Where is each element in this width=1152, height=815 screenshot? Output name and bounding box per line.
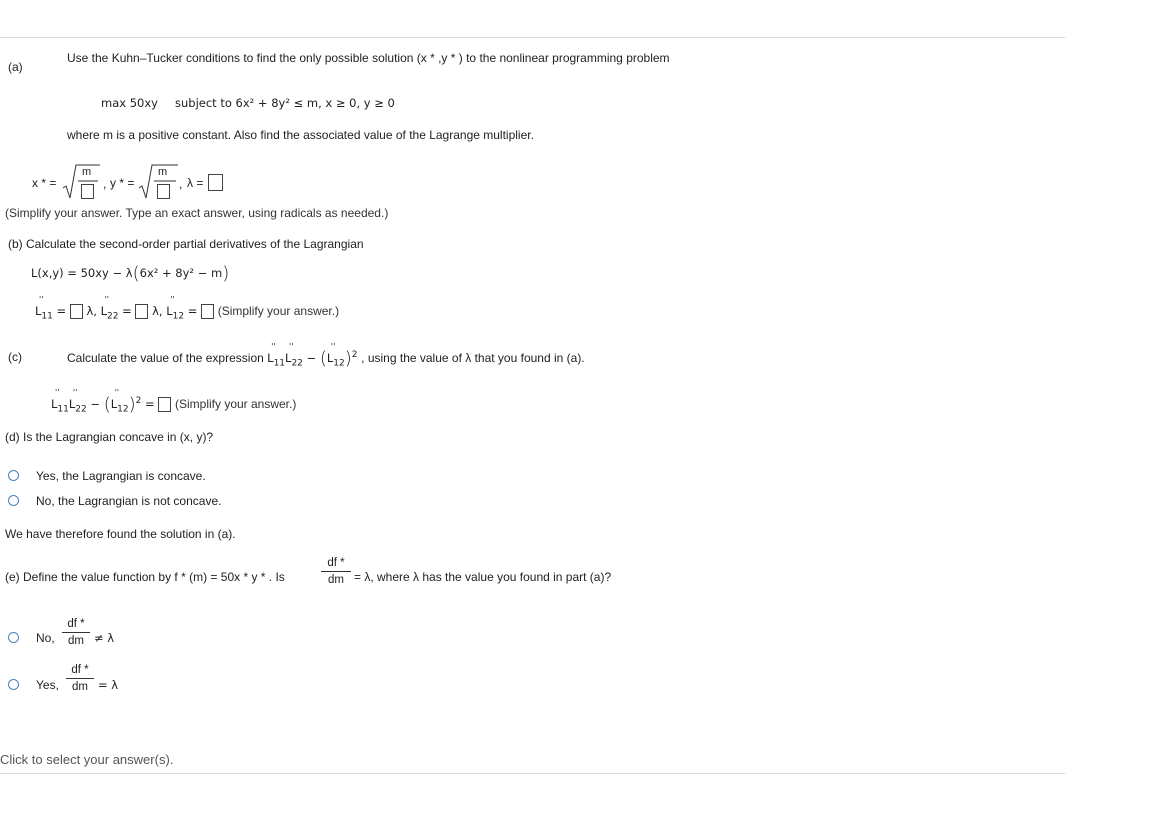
part-c-answer-row: '' $L_{11}''$ $L_{22}$ − ('' $L_{12})^2$ = (Simplify your answer.): [51, 394, 296, 415]
bottom-divider: [0, 773, 1065, 774]
x-denominator-input[interactable]: [81, 184, 94, 199]
l11-symbol: '' $L_{11}$: [35, 304, 53, 318]
x-star-label: x * =: [32, 176, 57, 190]
part-c-question: Calculate the value of the expression '' $L_{11}''$ $L_{22}$ − ('' $L_{12})^2$ , using the value of λ that you found in (a).: [67, 348, 585, 369]
lagrangian-formula: L(x,y) = 50xy − λ(6x² + 8y² − m): [31, 263, 230, 284]
option-e-yes-fraction: $\frac{df *}{dm}$: [66, 664, 94, 693]
part-a-intro: Use the Kuhn–Tucker conditions to find the only possible solution (x * ,y * ) to the nonlinear programming problem: [67, 51, 670, 65]
footer-instruction: Click to select your answer(s).: [0, 752, 174, 767]
l22-input[interactable]: [135, 304, 148, 319]
radio-e-yes[interactable]: [8, 679, 19, 690]
l12-symbol: '' $L_{12}$: [166, 304, 184, 318]
second-derivatives-row: '' $L_{11} = \lambda$, '' $L_{22} = \lambda$, '' $L_{12}$ = (Simplify your answer.): [35, 304, 339, 319]
option-e-yes-relation: = λ: [98, 678, 119, 692]
part-d-question: (d) Is the Lagrangian concave in (x, y)?: [5, 430, 214, 444]
expression-input[interactable]: [158, 397, 171, 412]
l12-input[interactable]: [201, 304, 214, 319]
conclusion-text: We have therefore found the solution in (a).: [5, 527, 236, 541]
option-e-no-label[interactable]: No,: [36, 631, 55, 645]
x-sep: ,: [103, 177, 107, 191]
l22-symbol: '' $L_{22}$: [101, 304, 119, 318]
y-denominator-input[interactable]: [157, 184, 170, 199]
l11-input[interactable]: [70, 304, 83, 319]
option-e-yes-label[interactable]: Yes,: [36, 678, 59, 692]
y-numerator: m: [158, 166, 168, 178]
df-dm-fraction: $\frac{df *}{dm}$: [321, 557, 351, 586]
where-text: where m is a positive constant. Also find the associated value of the Lagrange multiplier.: [67, 128, 534, 142]
option-concave-yes[interactable]: Yes, the Lagrangian is concave.: [36, 469, 206, 483]
part-e-question-start: (e) Define the value function by f * (m) = 50x * y * . Is: [5, 570, 285, 584]
constraint: subject to 6x² + 8y² ≤ m, x ≥ 0, y ≥ 0: [175, 96, 395, 110]
top-divider: [0, 37, 1065, 38]
radio-e-no[interactable]: [8, 632, 19, 643]
part-c-hint: (Simplify your answer.): [174, 397, 297, 411]
part-e-question-end: = λ, where λ has the value you found in part (a)?: [354, 570, 612, 584]
option-e-no-fraction: $\frac{df *}{dm}$: [62, 618, 90, 647]
option-concave-no[interactable]: No, the Lagrangian is not concave.: [36, 494, 222, 508]
part-a-label: (a): [8, 60, 23, 74]
lambda-input[interactable]: [208, 174, 223, 191]
part-b-hint: (Simplify your answer.): [217, 304, 340, 318]
y-sep: ,: [179, 177, 183, 191]
y-star-label: y * =: [110, 176, 135, 190]
part-b-intro: (b) Calculate the second-order partial derivatives of the Lagrangian: [8, 237, 364, 251]
x-numerator: m: [82, 166, 92, 178]
radio-concave-no[interactable]: [8, 495, 19, 506]
part-c-label: (c): [8, 350, 22, 364]
radio-concave-yes[interactable]: [8, 470, 19, 481]
lambda-label: λ =: [187, 176, 204, 190]
part-a-hint: (Simplify your answer. Type an exact answer, using radicals as needed.): [5, 206, 389, 220]
objective: max 50xy: [101, 96, 158, 110]
option-e-no-relation: ≠ λ: [94, 631, 115, 645]
